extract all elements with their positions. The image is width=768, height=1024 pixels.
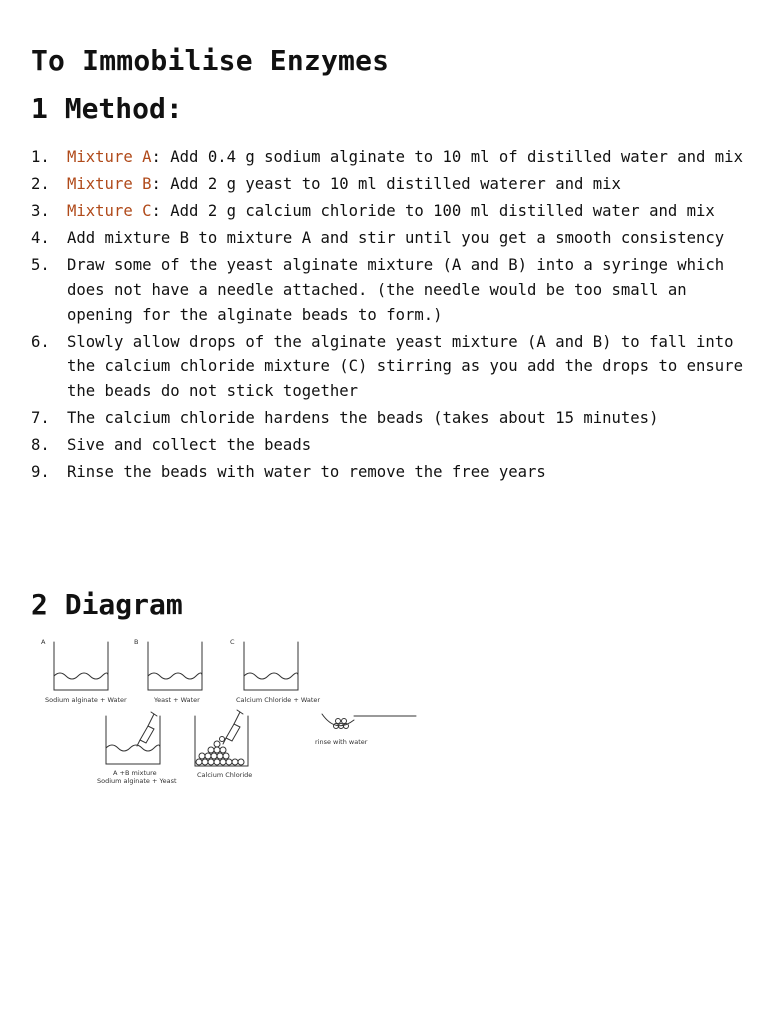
beads xyxy=(196,737,244,766)
step-text-block xyxy=(67,199,743,224)
step-number: 1. xyxy=(31,148,50,166)
beaker-a xyxy=(41,638,127,704)
enzyme-diagram xyxy=(36,630,426,790)
sieve-caption: rinse with water xyxy=(315,738,368,746)
mix-beaker-caption-line2: Sodium alginate + Yeast xyxy=(97,777,177,785)
mix-beaker-caption-line1: A +B mixture xyxy=(113,769,157,777)
step-text: The calcium chloride hardens the beads (takes about 15 minutes) xyxy=(67,409,659,428)
method-step xyxy=(31,226,743,251)
sieve xyxy=(315,714,416,746)
bead-beaker xyxy=(195,710,252,779)
beaker-c-letter: C xyxy=(230,638,235,646)
syringe-icon xyxy=(137,712,157,746)
mixture-c-label: Mixture C xyxy=(67,201,152,220)
step-text: Slowly allow drops of the alginate yeast mixture (A and B) to fall into the calcium chloride mixture (C) stirring as you add the drops to ensure the beads do not stick together xyxy=(67,332,743,401)
step-text: : Add 2 g calcium chloride to 100 ml distilled water and mix xyxy=(151,201,715,220)
step-text: Rinse the beads with water to remove the free years xyxy=(67,463,546,482)
step-number: 5. xyxy=(31,255,50,274)
beaker-a-letter: A xyxy=(41,638,46,646)
beaker-a-outline xyxy=(54,642,108,690)
beaker-b xyxy=(134,638,202,704)
method-step xyxy=(31,406,743,431)
liquid-wave xyxy=(244,673,298,679)
step-text: Draw some of the yeast alginate mixture (A and B) into a syringe which does not have a needle attached. (the needle would be too small an opening for the alginate beads to form.) xyxy=(67,255,725,324)
diagram-heading: 2 Diagram xyxy=(31,588,183,621)
diagram-sketch xyxy=(36,630,426,790)
beaker-b-caption: Yeast + Water xyxy=(154,696,200,704)
beaker-c xyxy=(230,638,320,704)
beaker-c-caption: Calcium Chloride + Water xyxy=(236,696,321,704)
method-heading: 1 Method: xyxy=(31,92,183,125)
liquid-wave xyxy=(148,673,202,679)
liquid-wave xyxy=(54,673,108,679)
step-text: Add mixture B to mixture A and stir until you get a smooth consistency xyxy=(67,228,725,247)
step-text-block xyxy=(67,145,743,170)
beaker-c-outline xyxy=(244,642,298,690)
bead-beaker-caption: Calcium Chloride xyxy=(197,771,253,779)
method-step xyxy=(31,172,743,197)
beaker-b-outline xyxy=(148,642,202,690)
method-steps-list xyxy=(31,145,743,487)
step-text: : Add 2 g yeast to 10 ml distilled waterer and mix xyxy=(151,174,621,193)
step-text: : Add 0.4 g sodium alginate to 10 ml of distilled water and mix xyxy=(151,148,743,166)
method-step xyxy=(31,433,743,458)
mix-beaker xyxy=(97,712,177,785)
mix-beaker-outline xyxy=(106,716,160,764)
method-step xyxy=(31,145,743,170)
mixture-b-label: Mixture B xyxy=(67,174,152,193)
step-number: 9. xyxy=(31,463,50,482)
method-step xyxy=(31,199,743,224)
step-number: 6. xyxy=(31,332,50,351)
document-title: To Immobilise Enzymes xyxy=(31,44,390,77)
beaker-a-caption: Sodium alginate + Water xyxy=(45,696,127,704)
step-number: 2. xyxy=(31,174,50,193)
liquid-wave xyxy=(106,745,160,751)
beads xyxy=(334,719,349,729)
step-number: 8. xyxy=(31,436,50,455)
method-step xyxy=(31,253,743,327)
step-number: 4. xyxy=(31,228,50,247)
mixture-a-label: Mixture A xyxy=(67,148,152,166)
step-text: Sive and collect the beads xyxy=(67,436,312,455)
beaker-b-letter: B xyxy=(134,638,139,646)
step-text-block xyxy=(67,172,743,197)
step-number: 7. xyxy=(31,409,50,428)
step-number: 3. xyxy=(31,201,50,220)
method-step xyxy=(31,330,743,404)
method-step xyxy=(31,460,743,485)
syringe-icon xyxy=(223,710,243,744)
